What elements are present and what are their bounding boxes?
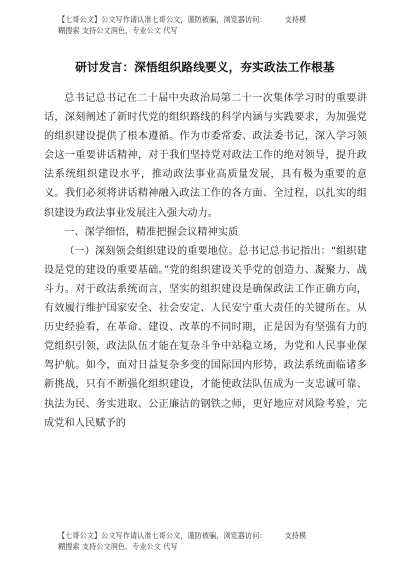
footer-line-2: 糊搜索 支持公文润色、专业公文 代写	[58, 542, 178, 551]
page-header	[58, 14, 368, 36]
page-footer	[58, 530, 368, 552]
footer-line-1-text: 【七哥公文】公文写作请认准七哥公文，谨防被骗，浏览器访问：	[58, 531, 267, 540]
footer-line-1	[58, 530, 368, 541]
paragraph-section-1-1: （一）深刻领会组织建设的重要地位。总书记总书记指出：“组织建设是党的建设的重要基础。”党的组织建设关乎党的创造力、凝聚力、战斗力。对于政法系统而言，坚实的组织建设是确保政法工作正确方向，有效履行维护国家安全、社会安定、人民安宁重大责任的关键所在。从历史经验看，在革命、建设、改革的不同时期，正是因为有坚强有力的党组织引领，政法队伍才能在复杂斗争中站稳立场，为党和人民事业保驾护航。如今，面对日益复杂多变的国际国内形势，政法系统面临诸多新挑战，只有不断强化组织建设，才能使政法队伍成为一支忠诚可靠、执法为民、务实进取、公正廉洁的钢铁之师，更好地应对风险考验，完成党和人民赋予的	[44, 245, 367, 429]
header-line-2: 糊搜索 支持公文润色、专业公文 代写	[58, 26, 178, 35]
footer-line-1-tail: 支持模	[284, 531, 307, 540]
paragraph-intro: 总书记总书记在二十届中央政治局第二十一次集体学习时的重要讲话，深刻阐述了新时代党的组织路线的科学内涵与实践要求，为加强党的组织建设提供了根本遵循。作为市委常委、政法委书记，深入学习领会这一重要讲话精神，对于我们坚持党对政法工作的绝对领导，提升政法系统组织建设水平，推动政法事业高质量发展，具有极为重要的意义。我们必须将讲话精神融入政法工作的各方面、全过程，以扎实的组织建设为政法事业发展注入强大动力。	[44, 93, 367, 219]
header-line-1-text: 【七哥公文】公文写作请认准七哥公文，谨防被骗，浏览器访问：	[58, 15, 267, 24]
header-line-1-tail: 支持模	[284, 15, 307, 24]
header-line-1	[58, 14, 368, 25]
document-body	[44, 89, 367, 433]
section-heading-1: 一、深学细悟，精准把握会议精神实质	[64, 226, 239, 238]
document-title: 研讨发言：深悟组织路线要义，夯实政法工作根基	[75, 60, 335, 74]
